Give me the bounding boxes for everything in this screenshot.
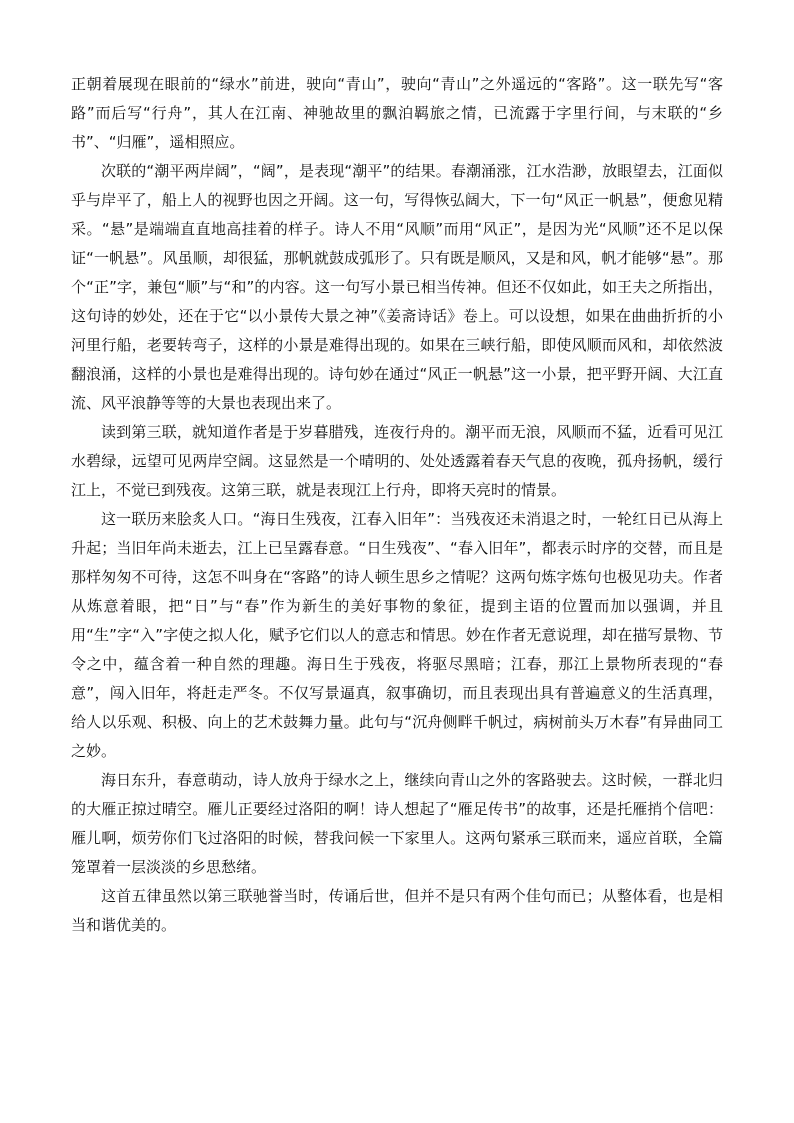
paragraph-2: 次联的“潮平两岸阔”，“阔”，是表现“潮平”的结果。春潮涌涨，江水浩渺，放眼望去，江面似乎与岸平了，船上人的视野也因之开阔。这一句，写得恢弘阔大，下一句“风正一帆悬”，便愈见精采。“悬”是端端直直地高挂着的样子。诗人不用“风顺”而用“风正”，是因为光“风顺”还不足以保证“一帆悬”。风虽顺，却很猛，那帆就鼓成弧形了。只有既是顺风，又是和风，帆才能够“悬”。那个“正”字，兼包“顺”与“和”的内容。这一句写小景已相当传神。但还不仅如此，如王夫之所指出，这句诗的妙处，还在于它“以小景传大景之神”《姜斋诗话》卷上。可以设想，如果在曲曲折折的小河里行船，老要转弯子，这样的小景是难得出现的。如果在三峡行船，即使风顺而风和，却依然波翻浪涌，这样的小景也是难得出现的。诗句妙在通过“风正一帆悬”这一小景，把平野开阔、大江直流、风平浪静等等的大景也表现出来了。 (71, 162, 723, 412)
paragraph-1: 正朝着展现在眼前的“绿水”前进，驶向“青山”，驶向“青山”之外遥远的“客路”。这一联先写“客路”而后写“行舟”，其人在江南、神驰故里的飘泊羁旅之情，已流露于字里行间，与末联的“乡书”、“归雁”，遥相照应。 (71, 75, 723, 151)
paragraph-5: 海日东升，春意萌动，诗人放舟于绿水之上，继续向青山之外的客路驶去。这时候，一群北归的大雁正掠过晴空。雁儿正要经过洛阳的啊！诗人想起了“雁足传书”的故事，还是托雁捎个信吧：雁儿啊，烦劳你们飞过洛阳的时候，替我问候一下家里人。这两句紧承三联而来，遥应首联，全篇笼罩着一层淡淡的乡思愁绪。 (71, 771, 723, 876)
paragraph-6: 这首五律虽然以第三联驰誉当时，传诵后世，但并不是只有两个佳句而已；从整体看，也是相当和谐优美的。 (71, 887, 723, 934)
document-body (71, 70, 723, 940)
paragraph-4: 这一联历来脍炙人口。“海日生残夜，江春入旧年”：当残夜还未消退之时，一轮红日已从海上升起；当旧年尚未逝去，江上已呈露春意。“日生残夜”、“春入旧年”，都表示时序的交替，而且是那样匆匆不可待，这怎不叫身在“客路”的诗人顿生思乡之情呢？这两句炼字炼句也极见功夫。作者从炼意着眼，把“日”与“春”作为新生的美好事物的象征，提到主语的位置而加以强调，并且用“生”字“入”字使之拟人化，赋予它们以人的意志和情思。妙在作者无意说理，却在描写景物、节令之中，蕴含着一种自然的理趣。海日生于残夜，将驱尽黑暗；江春，那江上景物所表现的“春意”，闯入旧年，将赶走严冬。不仅写景逼真，叙事确切，而且表现出具有普遍意义的生活真理，给人以乐观、积极、向上的艺术鼓舞力量。此句与“沉舟侧畔千帆过，病树前头万木春”有异曲同工之妙。 (71, 510, 723, 760)
paragraph-3: 读到第三联，就知道作者是于岁暮腊残，连夜行舟的。潮平而无浪，风顺而不猛，近看可见江水碧绿，远望可见两岸空阔。这显然是一个晴明的、处处透露着春天气息的夜晚，孤舟扬帆，缓行江上，不觉已到残夜。这第三联，就是表现江上行舟，即将天亮时的情景。 (71, 423, 723, 499)
